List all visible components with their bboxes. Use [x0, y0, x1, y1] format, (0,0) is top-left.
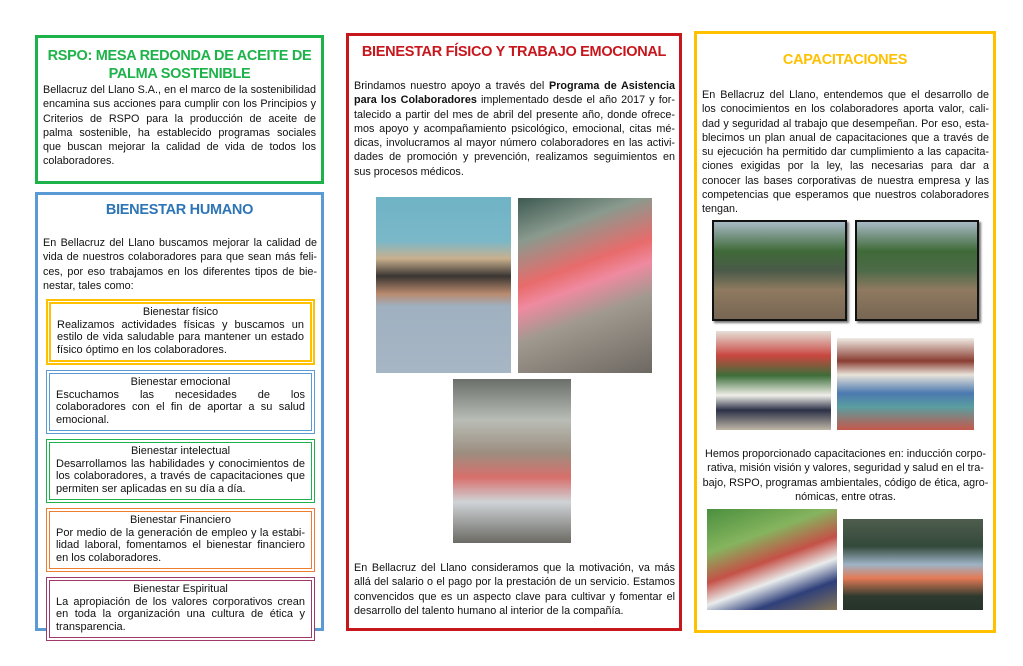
- rspo-title: RSPO: MESA REDONDA DE ACEITE DE PALMA SOSTENIBLE: [47, 48, 312, 82]
- bienestar-fisico-title: BIENESTAR FÍSICO Y TRABAJO EMOCIONAL: [361, 44, 667, 60]
- bienestar-item-text: Por medio de la generación de empleo y la estabilidad laboral, fomentamos el bienestar financiero en los colaboradores.: [56, 526, 305, 564]
- photo-collaborator-woman-hammock: [518, 198, 652, 373]
- photo-training-circle-squatting: [855, 220, 979, 321]
- capacitaciones-summary: Hemos proporcionado capacitaciones en: inducción corporativa, misión visión y valores, seguridad y salud en el trabajo, RSPO, programas ambientales, código de ética, agronómicas, entre otras.: [702, 448, 989, 503]
- photo-first-aid-training: [716, 331, 831, 430]
- photo-meeting-room: [837, 338, 974, 430]
- capacitaciones-body: En Bellacruz del Llano, entendemos que el desarrollo de los conocimientos en los colaboradores aporta valor, calidad y seguridad al trabajo que desempeñan. Por eso, establecimos un plan anual de capacitaciones que a través de su ejecución ha permitido dar cumplimiento a las capacitaciones exigidas por la ley, las necesarias para dar a conocer las bases corporativas de nuestra empresa y las competencias que esperamos que nuestros colaboradores tengan.: [702, 89, 989, 216]
- rspo-panel: [35, 35, 324, 184]
- bienestar-item-title: Bienestar emocional: [130, 376, 231, 389]
- bienestar-humano-title: BIENESTAR HUMANO: [105, 202, 254, 218]
- bienestar-item-title: Bienestar Espiritual: [133, 583, 228, 596]
- rspo-body: Bellacruz del Llano S.A., en el marco de la sostenibilidad encamina sus acciones para cumplir con los Principios y Criterios de RSPO para la producción de aceite de palma sostenible, ha establecido programas sociales que buscan mejorar la calidad de vida de todos los colaboradores.: [43, 84, 316, 168]
- photo-family-visit: [453, 379, 571, 543]
- photo-fire-extinguisher-training: [707, 509, 837, 610]
- program-name: Programa de Asistencia para los Colaboradores: [354, 80, 675, 107]
- bienestar-item-text: La apropiación de los valores corporativos crean en toda la organización una cultura de ética y transparencia.: [56, 595, 305, 633]
- bienestar-item-text: Escuchamos las necesidades de los colaboradores con el fin de aportar a su salud emocional.: [56, 388, 305, 426]
- bienestar-humano-panel: [35, 192, 324, 631]
- capacitaciones-title: CAPACITACIONES: [782, 52, 908, 68]
- photo-collaborator-man: [376, 197, 511, 373]
- bienestar-item-text: Realizamos actividades físicas y buscamos un estilo de vida saludable para mantener un estado físico óptimo en los colaboradores.: [57, 318, 304, 356]
- bienestar-fisico-body: [349, 79, 679, 179]
- bienestar-fisico-closing: En Bellacruz del Llano consideramos que la motivación, va más allá del salario o el pago por la prestación de un servicio. Estamos convencidos que es un aspecto clave para cultivar y fomentar el desarrollo del talento humano al interior de la compañía.: [354, 562, 675, 617]
- bienestar-humano-intro: En Bellacruz del Llano buscamos mejorar la calidad de vida de nuestros colaboradores para que sean más felices, por eso trabajamos en los diferentes tipos de bienestar, tales como:: [43, 237, 317, 292]
- bienestar-emocional-box: [46, 370, 315, 434]
- bienestar-fisico-box: [46, 299, 315, 365]
- bienestar-intelectual-box: [46, 439, 315, 503]
- bienestar-financiero-box: [46, 508, 315, 572]
- bienestar-item-text: Desarrollamos las habilidades y conocimientos de los colaboradores, a través de capacitaciones que permiten ser aplicadas en su día a día.: [56, 457, 305, 495]
- body-text: implementado desde el año 2017 y fortalecido a partir del mes de abril del presente año, donde ofrecemos apoyo y acompañamiento psicológico, emocional, citas médicas, involucramos al mayor número colaboradores en las actividades de promoción y prevención, realizamos seguimientos en sus procesos médicos.: [354, 94, 675, 178]
- bienestar-item-title: Bienestar físico: [142, 306, 219, 319]
- bienestar-item-title: Bienestar Financiero: [130, 514, 231, 527]
- body-text: Brindamos nuestro apoyo a través del: [354, 80, 549, 92]
- bienestar-item-title: Bienestar intelectual: [130, 445, 231, 458]
- bienestar-espiritual-box: [46, 577, 315, 641]
- photo-training-circle-standing: [712, 220, 847, 321]
- photo-palm-harvest-training: [843, 519, 983, 610]
